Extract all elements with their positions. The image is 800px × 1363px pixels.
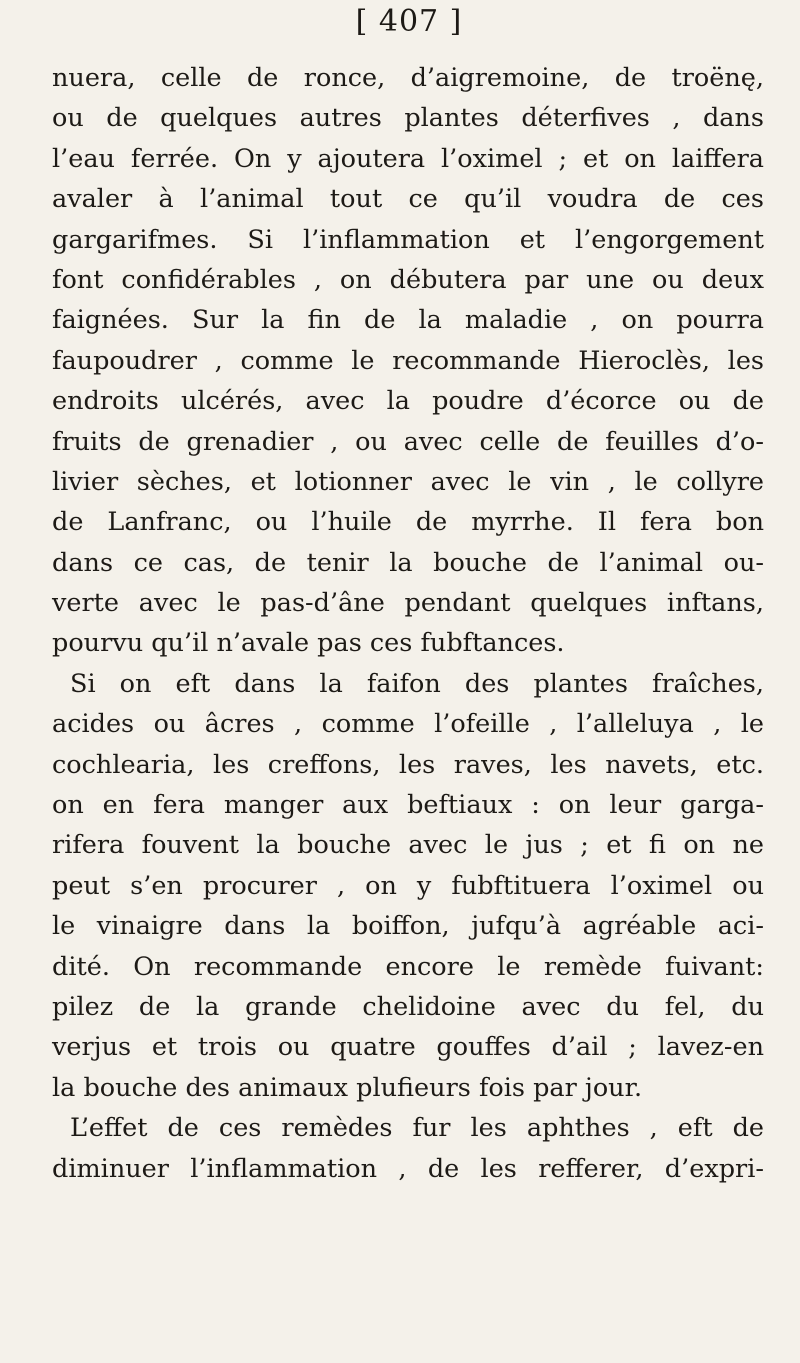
text-line: le vinaigre dans la boiffon, jufqu’à agréable aci- — [52, 911, 764, 942]
text-line: fruits de grenadier , ou avec celle de feuilles d’o- — [52, 426, 764, 457]
text-line: de Lanfranc, ou l’huile de myrrhe. Il fera bon — [52, 507, 764, 538]
text-line: verte avec le pas-d’âne pendant quelques inftans, — [52, 588, 764, 619]
text-line: la bouche des animaux plufieurs fois par jour. — [52, 1072, 643, 1103]
text-line: nuera, celle de ronce, d’aigremoine, de troënę, — [52, 63, 764, 93]
text-line: cochlearia, les creffons, les raves, les navets, etc. — [52, 749, 764, 780]
page-header — [0, 4, 800, 39]
text-line: dité. On recommande encore le remède fuivant: — [52, 951, 764, 982]
text-line: diminuer l’inflammation , de les refferer, d’expri- — [52, 1153, 764, 1184]
text-line: livier sèches, et lotionner avec le vin , le collyre — [52, 466, 764, 497]
text-line: peut s’en procurer , on y fubftituera l’oximel ou — [52, 870, 764, 901]
text-line: rifera fouvent la bouche avec le jus ; et fi on ne — [52, 830, 764, 861]
text-line: ou de quelques autres plantes déterfives , dans — [52, 103, 764, 134]
text-line: faignées. Sur la fin de la maladie , on pourra — [52, 305, 764, 336]
text-line: acides ou âcres , comme l’ofeille , l’alleluya , le — [52, 709, 764, 740]
text-line: avaler à l’animal tout ce qu’il voudra de ces — [52, 184, 764, 215]
text-line: on en fera manger aux beftiaux : on leur garga- — [52, 790, 764, 821]
text-line: pilez de la grande chelidoine avec du fel, du — [52, 991, 764, 1022]
page-number: [ 407 ] — [355, 4, 463, 39]
text-line: endroits ulcérés, avec la poudre d’écorce ou de — [52, 386, 764, 417]
text-line: Si on eft dans la faifon des plantes fraîches, — [70, 668, 764, 699]
text-line: L’effet de ces remèdes fur les aphthes , eft de — [70, 1113, 764, 1144]
body-text — [52, 58, 764, 1189]
text-line: verjus et trois ou quatre gouffes d’ail ; lavez-en — [52, 1032, 764, 1063]
text-line: pourvu qu’il n’avale pas ces fubftances. — [52, 628, 565, 659]
text-line: font confidérables , on débutera par une ou deux — [52, 264, 764, 295]
text-line: faupoudrer , comme le recommande Hieroclès, les — [52, 345, 764, 376]
text-line: l’eau ferrée. On y ajoutera l’oximel ; et on laiffera — [52, 143, 764, 174]
text-line: dans ce cas, de tenir la bouche de l’animal ou- — [52, 547, 764, 578]
text-line: gargarifmes. Si l’inflammation et l’engorgement — [52, 224, 764, 255]
